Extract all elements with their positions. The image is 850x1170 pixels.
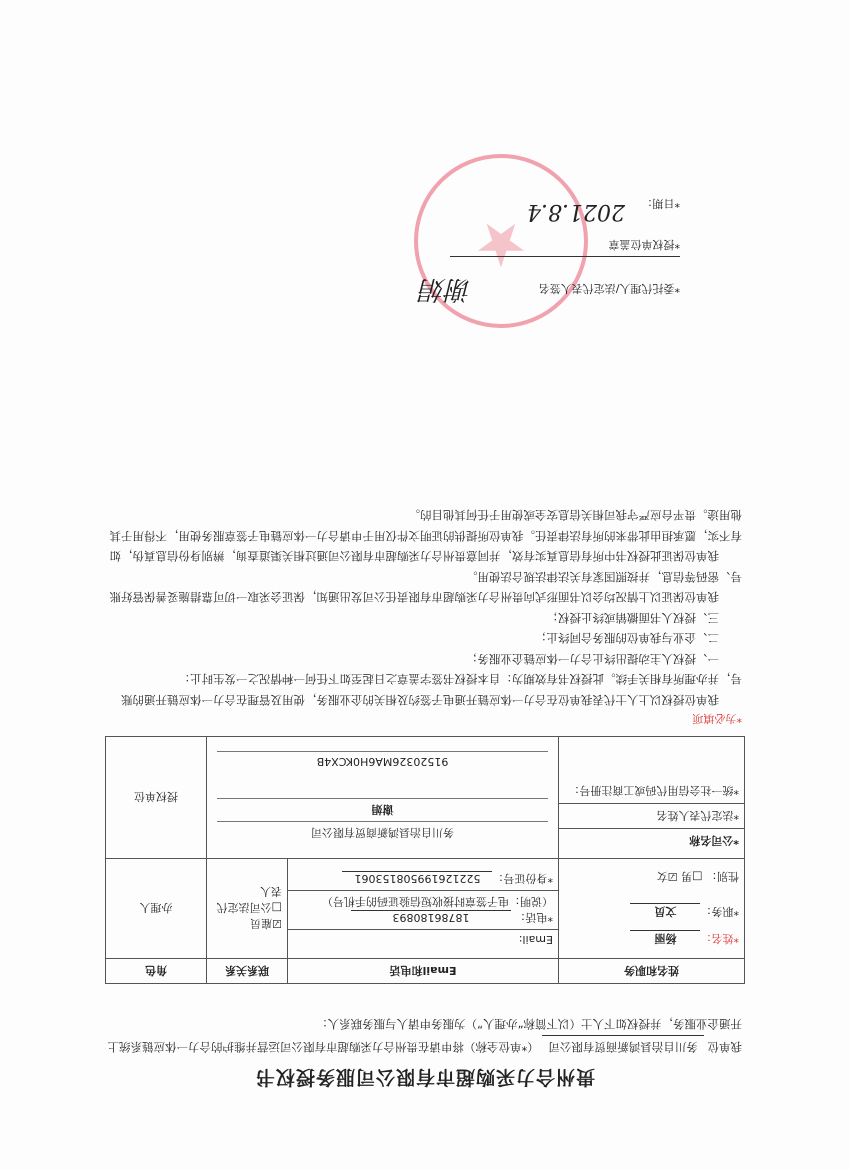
required-note: *为必填项 <box>692 712 742 725</box>
legal-name-label: *法定代表人姓名 <box>559 804 744 829</box>
document-title: 贵州合力采购超市有限公司服务授权书 <box>255 1066 596 1088</box>
intro-company: 务川自治县鸿新商贸有限公司 <box>542 1035 704 1058</box>
gender-male-checkbox: □男 <box>681 870 703 884</box>
intro-company-hint: （*单位全称）将申请在贵州合力采购超市 <box>325 1040 539 1054</box>
credit-code: 91520326MA6H0KCX4B <box>217 751 548 798</box>
id-label: *身份证号： <box>492 872 553 885</box>
terms-item: 一、授权人主动提出终止合力一体应链企业服务； <box>466 652 719 666</box>
agent-role: 办理人 <box>106 859 207 959</box>
agent-position: 文员 <box>631 904 701 921</box>
agent-relation-cell <box>207 859 288 959</box>
company-labels-cell <box>559 737 745 859</box>
table-row-agent <box>106 859 745 959</box>
relation-employee-checkbox: ☑雇员 <box>250 917 282 931</box>
phone-note: （说明：电子签章时接收短信验证码的手机号） <box>322 895 553 908</box>
position-label: *职务： <box>700 905 739 919</box>
relation-legal-checkbox: □公司法定代表人 <box>216 885 282 915</box>
seal-row <box>450 237 680 257</box>
terms-paragraph: 我单位保证此授权书中所有信息真实有效，并同意贵州合力采购超市有限公司通过相关渠道查询，辨别身份信息真伪，如有不实，愿承担由此带来的所有法律责任。我单位所提供的证明文件仅用于申请合力一体应链电子签章服务使用，不得用于其他用途。贵平台应严守我司相关信息安全或使用于任何其他目的。 <box>109 508 742 564</box>
header-role: 角色 <box>106 959 207 984</box>
company-values-cell <box>207 737 559 859</box>
seal-star-icon: ★ <box>474 209 528 279</box>
agent-id-number: 522126199508153061 <box>343 871 493 885</box>
handwritten-signature: 谢娟 <box>419 274 472 304</box>
company-name: 务川自治县鸿新商贸有限公司 <box>217 821 548 844</box>
signer-row <box>539 281 680 297</box>
terms-paragraph: 我单位保证以上情况均会以书面形式向贵州合力采购超市有限责任公司发出通知，保证会采取一切可靠措施妥善保管好账号、密码等信息，并按照国家有关法律法规合法使用。 <box>109 570 742 605</box>
authorization-table <box>105 736 745 984</box>
gender-female-checkbox: ☑女 <box>656 870 678 884</box>
intro-prefix: 我单位 <box>707 1040 742 1054</box>
header-name: 姓名和职务 <box>559 959 745 984</box>
header-relation: 联系关系 <box>207 959 288 984</box>
gender-label: 性别： <box>706 870 739 884</box>
terms-item: 二、企业与我单位的服务合同终止； <box>535 631 719 646</box>
intro-paragraph <box>102 1013 742 1058</box>
company-role: 授权单位 <box>106 737 207 859</box>
signer-label: *委托代理人/法定代表人签名 <box>538 282 680 295</box>
handwritten-date: 2021.8.4 <box>527 199 625 224</box>
legal-representative-name: 谢娟 <box>217 798 548 821</box>
agent-phone: 18786180893 <box>351 910 511 924</box>
company-name-label: *公司名称 <box>559 829 744 854</box>
date-label: *日期： <box>641 197 680 210</box>
credit-code-label: *统一社会信用代码或工商注册号： <box>568 784 739 798</box>
email-label: Email: <box>518 933 553 946</box>
phone-label: *电话： <box>514 911 553 924</box>
intro-rest: 有限公司运营并维护的合力一体应链系统上开通企业服务，并授权如下人士（以下简称“办理人”）为服务申请人与服务联系人： <box>107 1017 742 1054</box>
header-email: Email和电话 <box>288 959 559 984</box>
table-row-company <box>106 737 745 859</box>
terms-body <box>102 505 742 710</box>
date-row <box>642 196 681 212</box>
seal-label: *授权单位盖章 <box>608 238 680 251</box>
terms-item: 三、授权人书面撤销或终止授权； <box>546 611 719 625</box>
agent-name: 杨丽 <box>631 931 701 948</box>
terms-paragraph: 我单位授权以上人士代表我单位在合力一体应链开通电子签约及相关的企业服务，使用及管理在合力一体应链开通的账号，并办理所有相关手续。此授权书有效期为：自本授权书签字盖章之日起至如下任何一种情况之一发生时止： <box>121 672 742 707</box>
agent-contact-cell <box>288 859 559 959</box>
name-label: *姓名： <box>700 932 739 946</box>
table-header-row <box>106 959 745 984</box>
agent-name-cell <box>559 859 745 959</box>
